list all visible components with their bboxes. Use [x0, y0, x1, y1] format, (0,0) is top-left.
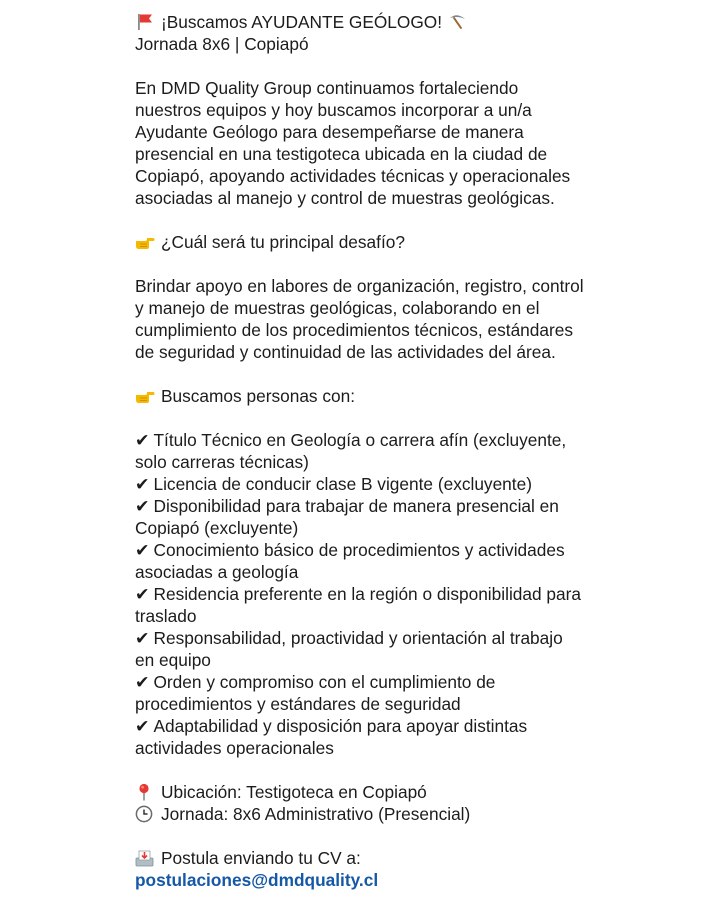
pointing-hand-icon	[135, 233, 155, 251]
intro-line: presencial en una testigoteca ubicada en la ciudad de	[135, 144, 548, 164]
challenge-heading-line	[135, 231, 715, 253]
check-mark-icon: ✔	[135, 716, 150, 736]
schedule-text: Jornada: 8x6 Administrativo (Presencial)	[161, 804, 471, 824]
apply-email-line	[135, 869, 715, 891]
challenge-line: de seguridad y continuidad de las actividades del área.	[135, 342, 556, 362]
check-mark-icon: ✔	[135, 474, 150, 494]
requirements-list	[135, 429, 715, 759]
challenge-heading: ¿Cuál será tu principal desafío?	[161, 232, 405, 252]
post-subtitle: Jornada 8x6 | Copiapó	[135, 34, 309, 54]
job-post	[135, 11, 715, 891]
list-item-continued: solo carreras técnicas)	[135, 452, 309, 472]
check-mark-icon: ✔	[135, 628, 150, 648]
list-item: ✔ Responsabilidad, proactividad y orientación al trabajo	[135, 628, 563, 648]
inbox-tray-icon	[135, 849, 155, 867]
list-item-continued: asociadas a geología	[135, 562, 299, 582]
schedule-line	[135, 803, 715, 825]
location-text: Ubicación: Testigoteca en Copiapó	[161, 782, 427, 802]
check-mark-icon: ✔	[135, 584, 150, 604]
list-item-continued: traslado	[135, 606, 197, 626]
requirements-heading: Buscamos personas con:	[161, 386, 356, 406]
list-item-continued: en equipo	[135, 650, 211, 670]
intro-line: nuestros equipos y hoy buscamos incorporar a un/a	[135, 100, 532, 120]
check-mark-icon: ✔	[135, 672, 150, 692]
list-item-continued: procedimientos y estándares de seguridad	[135, 694, 461, 714]
challenge-line: Brindar apoyo en labores de organización, registro, control	[135, 276, 584, 296]
check-mark-icon: ✔	[135, 430, 150, 450]
intro-line: asociadas al manejo y control de muestras geológicas.	[135, 188, 555, 208]
challenge-line: cumplimiento de los procedimientos técnicos, estándares	[135, 320, 574, 340]
list-item: ✔ Título Técnico en Geología o carrera afín (excluyente,	[135, 430, 567, 450]
requirements-heading-line	[135, 385, 715, 407]
pick-icon	[447, 13, 467, 31]
list-item: ✔ Disponibilidad para trabajar de manera presencial en	[135, 496, 559, 516]
challenge-line: y manejo de muestras geológicas, colaborando en el	[135, 298, 540, 318]
list-item: ✔ Orden y compromiso con el cumplimiento de	[135, 672, 496, 692]
intro-line: Copiapó, apoyando actividades técnicas y operacionales	[135, 166, 571, 186]
list-item-continued: Copiapó (excluyente)	[135, 518, 299, 538]
round-pushpin-icon	[135, 783, 155, 801]
intro-line: Ayudante Geólogo para desempeñarse de manera	[135, 122, 524, 142]
post-title-line	[135, 11, 715, 33]
apply-email-link[interactable]: postulaciones@dmdquality.cl	[135, 870, 379, 890]
challenge-paragraph	[135, 275, 715, 363]
clock-icon	[135, 805, 155, 823]
location-line	[135, 781, 715, 803]
red-flag-icon	[135, 13, 155, 31]
pointing-hand-icon	[135, 387, 155, 405]
list-item: ✔ Conocimiento básico de procedimientos y actividades	[135, 540, 565, 560]
list-item: ✔ Licencia de conducir clase B vigente (excluyente)	[135, 474, 532, 494]
list-item-continued: actividades operacionales	[135, 738, 334, 758]
list-item: ✔ Residencia preferente en la región o disponibilidad para	[135, 584, 582, 604]
apply-text: Postula enviando tu CV a:	[161, 848, 361, 868]
check-mark-icon: ✔	[135, 540, 150, 560]
check-mark-icon: ✔	[135, 496, 150, 516]
apply-line	[135, 847, 715, 869]
list-item: ✔ Adaptabilidad y disposición para apoyar distintas	[135, 716, 528, 736]
intro-line: En DMD Quality Group continuamos fortaleciendo	[135, 78, 519, 98]
intro-paragraph	[135, 77, 715, 209]
post-title: ¡Buscamos AYUDANTE GEÓLOGO!	[161, 12, 443, 32]
